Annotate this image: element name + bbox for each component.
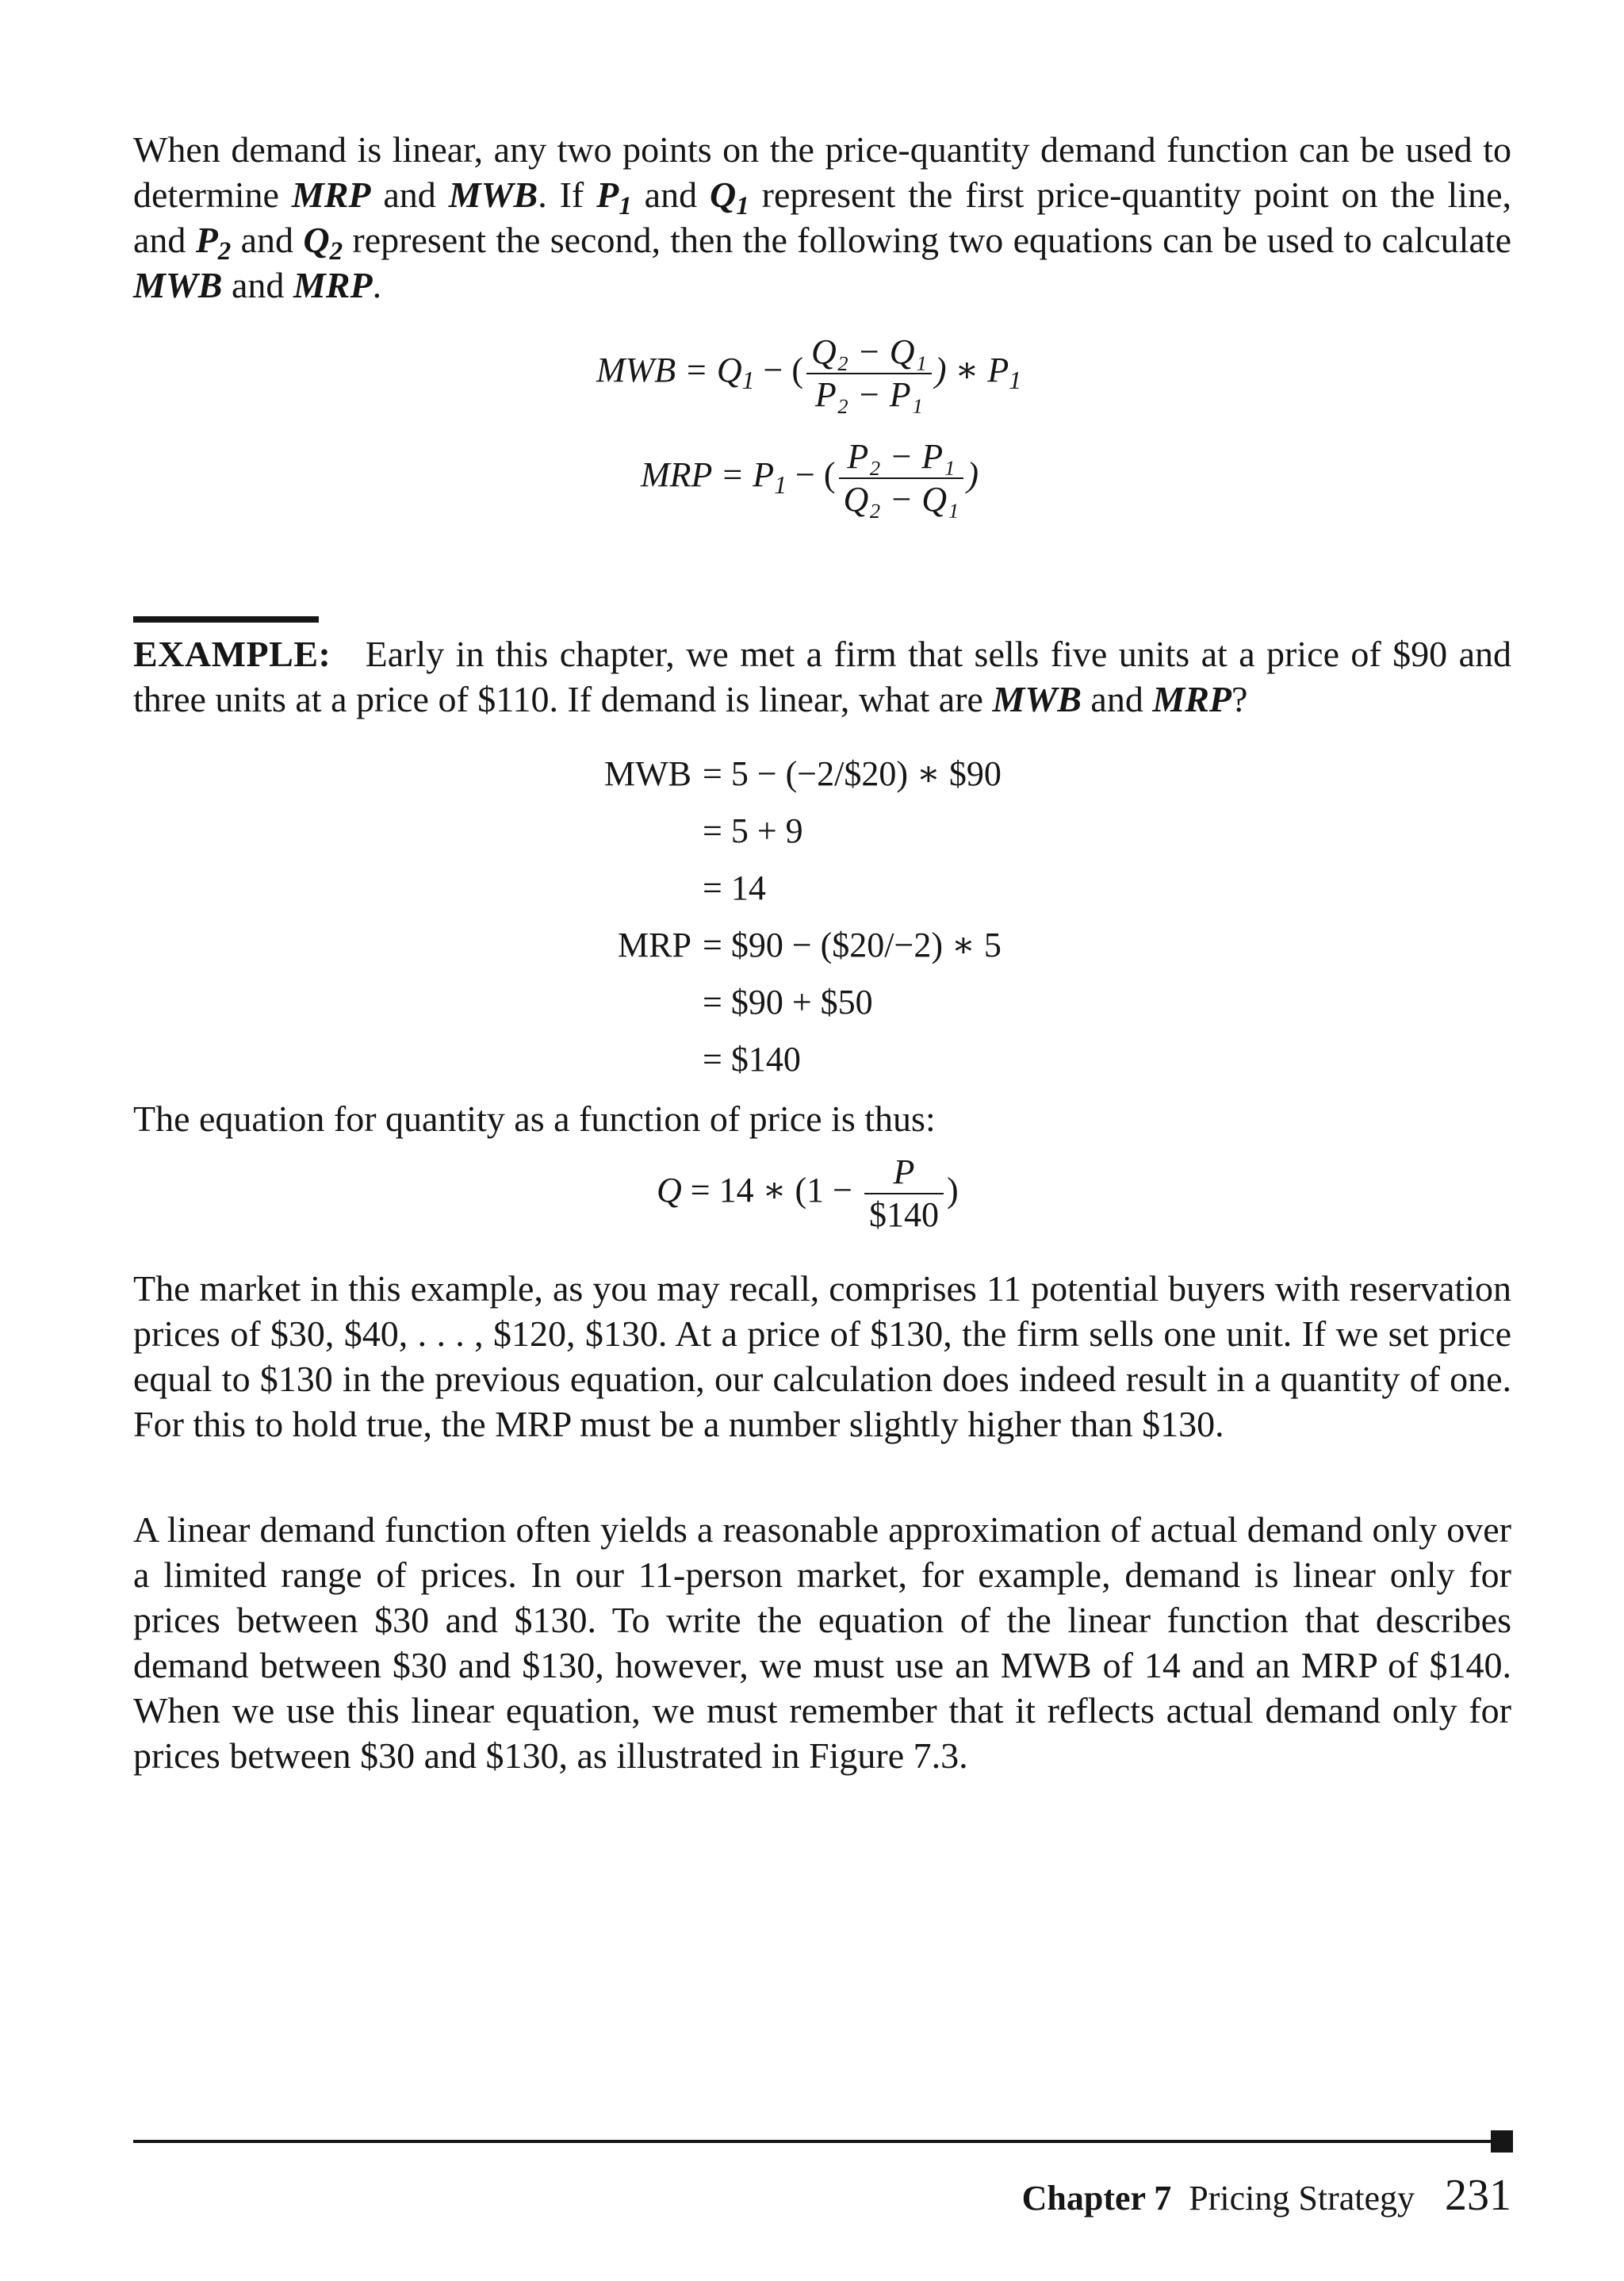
mwb-formula-lhs: MWB = Q [596,351,742,390]
mrp-formula-lhs: MRP = P [641,455,775,495]
calc-line-1-rhs: = 5 − (−2/$20) ∗ $90 [703,754,1002,793]
calc-line-4-lhs: MRP [618,926,691,964]
intro-and-4: and [222,265,293,305]
mwb-formula-minus: − ( [754,351,803,390]
mwb-formula-tail: ) ∗ P [934,351,1009,390]
quantity-formula-fraction [864,1153,944,1234]
intro-section [133,127,1511,308]
calc-line-6-rhs: = $140 [703,1040,801,1079]
equation-intro-section [133,1096,1511,1141]
quantity-formula-mid: = 14 ∗ (1 − [681,1171,861,1210]
intro-text-3: represent the first price-quantity point on the line, and [133,174,1512,260]
example-mrp: MRP [1152,679,1232,719]
example-mwb: MWB [992,679,1082,719]
mwb-formula-tail-sub: 1 [1009,366,1022,394]
intro-p1: $P_1$ [596,174,632,221]
mrp-formula-denominator: Q₂ − Q₁ [843,480,959,519]
calc-line-1-lhs: MWB [604,754,691,793]
mwb-formula-lhs-sub: 1 [741,366,755,394]
intro-text-1: When demand is linear, any two points on the price-quantity demand function can be used to determine [133,129,1511,215]
market-paragraph: The market in this example, as you may recall, comprises 11 potential buyers with reservation prices of $30, $40, . . . , $120, $130. At a price of $130, the firm sells one unit. If we set price equal to $130 in the previous equation, our calculation does indeed result in a quantity of one. For this to hold true, the MRP must be a number slightly higher than $130. [133,1268,1511,1444]
example-and: and [1081,679,1153,719]
quantity-formula [657,1153,959,1234]
linear-demand-section [133,1507,1511,1778]
intro-text-5: . [372,265,382,305]
mrp-formula-numerator: P₂ − P₁ [839,438,964,479]
footer-chapter: Chapter 7 [1021,2179,1172,2218]
intro-mrp-2: MRP [293,265,373,305]
market-section [133,1266,1511,1447]
intro-and-3: and [231,220,304,260]
example-rule [133,616,319,623]
page-number: 231 [1445,2171,1511,2220]
calc-line-2-rhs: = 5 + 9 [703,811,803,850]
intro-text-4: represent the second, then the following two equations can be used to calculate [343,220,1511,260]
quantity-formula-denominator: $140 [868,1195,939,1234]
example-paragraph [133,631,1511,722]
mrp-formula-tail: ) [967,455,979,495]
intro-q1: $Q_1$ [709,174,749,221]
mrp-formula-lhs-sub: 1 [774,470,787,499]
calc-line-5-rhs: = $90 + $50 [703,983,873,1022]
footer-title: Pricing Strategy [1189,2179,1415,2218]
intro-mrp: MRP [291,174,371,215]
intro-and-2: and [631,174,710,215]
footer-rule [133,2140,1505,2143]
intro-paragraph [133,127,1511,308]
mrp-formula-fraction [839,438,964,519]
mwb-formula-fraction [806,333,932,414]
quantity-formula-numerator: P [864,1153,944,1194]
intro-q2: $Q_2$ [303,220,343,266]
mwb-formula [596,333,1021,414]
example-text-1: Early in this chapter, we met a firm that sells five units at a price of $90 and three units at a price of $110. If demand is linear, what are [133,634,1512,719]
intro-mwb: MWB [448,174,538,215]
mwb-formula-numerator: Q₂ − Q₁ [806,333,932,374]
mrp-formula-minus: − ( [787,455,836,495]
calc-line-3-rhs: = 14 [703,868,766,907]
example-section [133,631,1511,722]
example-label: EXAMPLE: [133,634,331,674]
equation-intro: The equation for quantity as a function of price is thus: [133,1098,936,1139]
example-text-2: ? [1231,679,1248,719]
intro-text-2: . If [538,174,597,215]
intro-p2: $P_2$ [195,220,232,266]
linear-demand-paragraph: A linear demand function often yields a reasonable approximation of actual demand only over a limited range of prices. In our 11-person market, for example, demand is linear only for prices between $30 and $130. To write the equation of the linear function that describes demand between $30 and $130, however, we must use an MWB of 14 and an MRP of $140. When we use this linear equation, we must remember that it reflects actual demand only for prices between $30 and $130, as illustrated in Figure 7.3. [133,1509,1511,1776]
intro-mwb-2: MWB [133,265,223,305]
mrp-formula [641,438,979,519]
quantity-formula-tail: ) [946,1171,959,1210]
calc-line-4-rhs: = $90 − ($20/−2) ∗ 5 [703,926,1002,964]
footer-marker [1491,2130,1513,2153]
quantity-formula-lhs: Q [657,1171,682,1210]
mwb-formula-denominator: P₂ − P₁ [814,375,923,414]
intro-and-1: and [370,174,449,215]
page-footer [1022,2170,1511,2221]
